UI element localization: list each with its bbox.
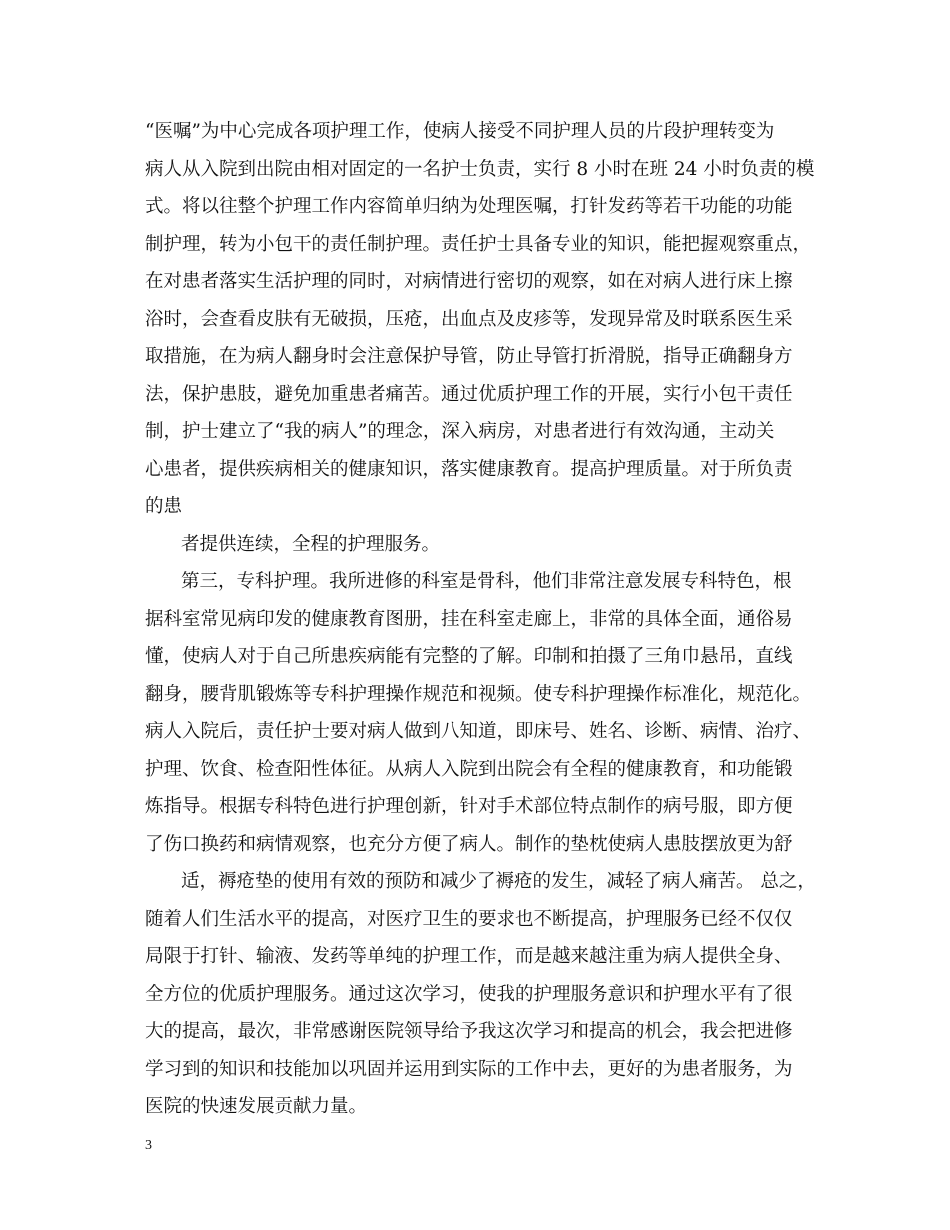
- text-line: 大的提高，最次，非常感谢医院领导给予我这次学习和提高的机会，我会把进修: [145, 1021, 793, 1042]
- text-line: 局限于打针、输液、发药等单纯的护理工作，而是越来越注重为病人提供全身、: [145, 946, 793, 967]
- text-line: 病人从入院到出院由相对固定的一名护士负责，实行 8 小时在班 24 小时负责的模: [145, 158, 815, 180]
- text-line: 护理、饮食、检查阳性体征。从病人入院到出院会有全程的健康教育，和功能锻: [145, 758, 793, 780]
- text-line: 翻身，腰背肌锻炼等专科护理操作规范和视频。使专科护理操作标准化，规范化。: [145, 683, 812, 705]
- body-text: [145, 113, 830, 1126]
- text-line: 心患者，提供疾病相关的健康知识，落实健康教育。提高护理质量。对于所负责: [145, 458, 793, 480]
- text-line: 据科室常见病印发的健康教育图册，挂在科室走廊上，非常的具体全面，通俗易: [145, 608, 793, 630]
- text-line: 懂，使病人对于自己所患疾病能有完整的了解。印制和拍摄了三角巾悬吊，直线: [145, 646, 793, 667]
- text-line: 炼指导。根据专科特色进行护理创新，针对手术部位特点制作的病号服，即方便: [145, 796, 793, 817]
- text-line: 第三，专科护理。我所进修的科室是骨科，他们非常注意发展专科特色，根: [181, 571, 792, 592]
- text-line: 适，褥疮垫的使用有效的预防和减少了褥疮的发生，减轻了病人痛苦。 总之，: [181, 871, 816, 892]
- text-line: 全方位的优质护理服务。通过这次学习，使我的护理服务意识和护理水平有了很: [145, 983, 793, 1005]
- text-line: 的患: [145, 496, 183, 517]
- text-line: 取措施，在为病人翻身时会注意保护导管，防止导管打折滑脱，指导正确翻身方: [145, 346, 793, 367]
- text-line: 制，护士建立了“我的病人”的理念，深入病房，对患者进行有效沟通，主动关: [145, 421, 775, 442]
- text-line: 浴时，会查看皮肤有无破损，压疮，出血点及皮疹等，发现异常及时联系医生采: [145, 308, 793, 330]
- text-line: 在对患者落实生活护理的同时，对病情进行密切的观察，如在对病人进行床上擦: [145, 271, 793, 292]
- text-line: 学习到的知识和技能加以巩固并运用到实际的工作中去，更好的为患者服务，为: [145, 1058, 793, 1080]
- text-line: 医院的快速发展贡献力量。: [145, 1096, 368, 1117]
- text-line: 制护理，转为小包干的责任制护理。责任护士具备专业的知识，能把握观察重点，: [145, 233, 812, 255]
- text-line: 法，保护患肢，避免加重患者痛苦。通过优质护理工作的开展，实行小包干责任: [145, 383, 793, 405]
- text-line: 式。将以往整个护理工作内容简单归纳为处理医嘱，打针发药等若干功能的功能: [145, 196, 793, 217]
- text-line: 病人入院后，责任护士要对病人做到八知道，即床号、姓名、诊断、病情、治疗、: [145, 721, 812, 742]
- text-line: 随着人们生活水平的提高，对医疗卫生的要求也不断提高，护理服务已经不仅仅: [145, 908, 793, 930]
- text-line: 者提供连续，全程的护理服务。: [181, 533, 441, 555]
- text-line: 了伤口换药和病情观察，也充分方便了病人。制作的垫枕使病人患肢摆放更为舒: [145, 833, 793, 855]
- text-line: “医嘱”为中心完成各项护理工作，使病人接受不同护理人员的片段护理转变为: [145, 121, 775, 142]
- page-number: 3: [145, 1138, 152, 1153]
